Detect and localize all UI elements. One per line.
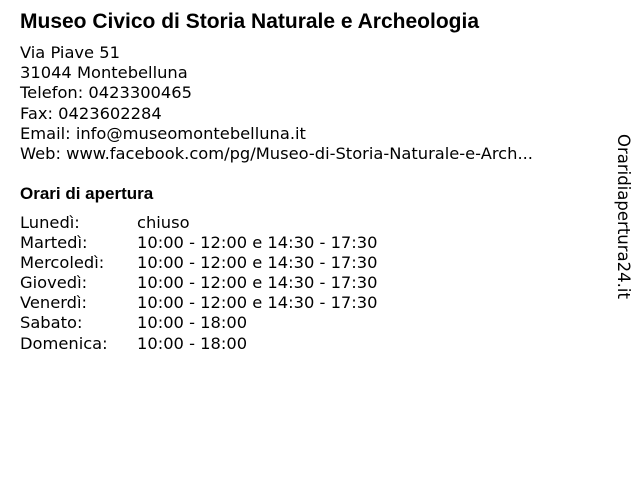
time-value: 10:00 - 12:00 e 14:30 - 17:30 (137, 273, 378, 293)
day-label: Giovedì: (20, 273, 88, 293)
day-label: Domenica: (20, 333, 108, 353)
day-label: Mercoledì: (20, 253, 105, 273)
day-label: Lunedì: (20, 213, 80, 232)
site-watermark: Oraridiapertura24.it (614, 134, 633, 299)
phone-number: Telefon: 0423300465 (20, 83, 192, 103)
day-label: Martedì: (20, 233, 88, 253)
city-address: 31044 Montebelluna (20, 63, 188, 83)
day-label: Sabato: (20, 313, 83, 333)
time-value: 10:00 - 18:00 (137, 313, 248, 333)
address-block (20, 43, 533, 164)
time-value: 10:00 - 18:00 (137, 333, 248, 353)
page-title: Museo Civico di Storia Naturale e Archeologia (20, 10, 479, 33)
time-value: 10:00 - 12:00 e 14:30 - 17:30 (137, 233, 378, 253)
email-address: Email: info@museomontebelluna.it (20, 123, 306, 143)
website-url: Web: www.facebook.com/pg/Museo-di-Storia-Naturale-e-Arch... (20, 143, 533, 163)
fax-number: Fax: 0423602284 (20, 103, 162, 123)
day-label: Venerdì: (20, 293, 87, 313)
time-value: 10:00 - 12:00 e 14:30 - 17:30 (137, 253, 378, 273)
time-value: 10:00 - 12:00 e 14:30 - 17:30 (137, 293, 378, 313)
street-address: Via Piave 51 (20, 43, 120, 62)
time-value: chiuso (137, 213, 190, 232)
opening-hours-heading: Orari di apertura (20, 184, 154, 203)
